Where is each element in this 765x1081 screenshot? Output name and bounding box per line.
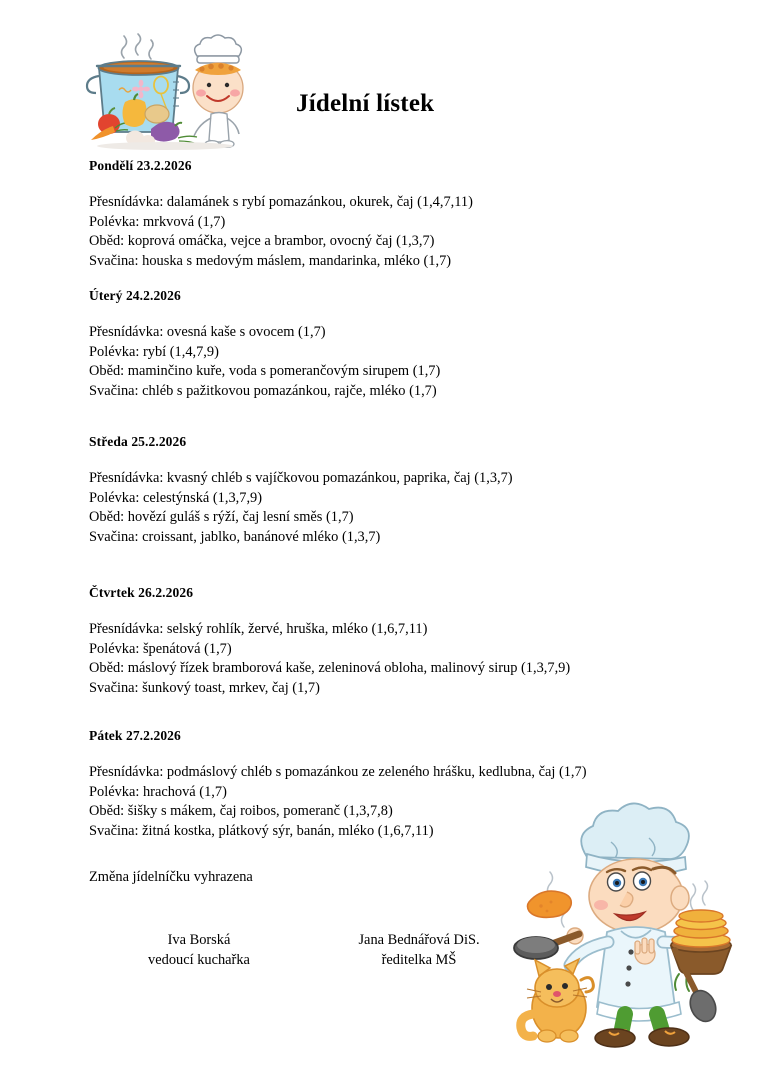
meal-line-soup: Polévka: celestýnská (1,3,7,9)	[89, 489, 263, 506]
meal-line-lunch: Oběd: maminčino kuře, voda s pomerančovým sirupem (1,7)	[89, 363, 441, 380]
signature-head-cook	[89, 930, 309, 970]
meal-line-lunch: Oběd: hovězí guláš s rýží, čaj lesní směs (1,7)	[89, 509, 354, 526]
meal-line-snack-afternoon: Svačina: žitná kostka, plátkový sýr, banán, mléko (1,6,7,11)	[89, 822, 434, 839]
meal-line-snack-afternoon: Svačina: šunkový toast, mrkev, čaj (1,7)	[89, 679, 320, 696]
signature-role: ředitelka MŠ	[381, 952, 457, 968]
meal-line-soup: Polévka: mrkvová (1,7)	[89, 213, 226, 230]
day-block-tuesday	[89, 288, 709, 401]
meal-line-snack-afternoon: Svačina: houska s medovým máslem, mandarinka, mléko (1,7)	[89, 252, 452, 269]
meal-line-snack-afternoon: Svačina: chléb s pažitkovou pomazánkou, rajče, mléko (1,7)	[89, 382, 437, 399]
meal-line-snack-morning: Přesnídávka: ovesná kaše s ovocem (1,7)	[89, 324, 326, 340]
meal-line-lunch: Oběd: máslový řízek bramborová kaše, zeleninová obloha, malinový sirup (1,3,7,9)	[89, 660, 571, 677]
meal-line-snack-morning: Přesnídávka: kvasný chléb s vajíčkovou pomazánkou, paprika, čaj (1,3,7)	[89, 470, 513, 486]
day-block-monday	[89, 158, 709, 271]
meal-line-soup: Polévka: rybí (1,4,7,9)	[89, 343, 219, 360]
menu-change-notice: Změna jídelníčku vyhrazena	[89, 869, 253, 885]
signature-headmistress	[309, 930, 529, 970]
meal-line-lunch: Oběd: šišky s mákem, čaj roibos, pomeranč (1,3,7,8)	[89, 803, 393, 820]
meal-line-snack-afternoon: Svačina: croissant, jablko, banánové mléko (1,3,7)	[89, 528, 381, 545]
day-heading: Čtvrtek 26.2.2026	[89, 585, 194, 600]
meal-line-snack-morning: Přesnídávka: dalamánek s rybí pomazánkou, okurek, čaj (1,4,7,11)	[89, 194, 473, 210]
cooking-pot-illustration	[75, 28, 255, 150]
meal-line-snack-morning: Přesnídávka: podmáslový chléb s pomazánkou ze zeleného hrášku, kedlubna, čaj (1,7)	[89, 764, 587, 780]
meal-line-snack-morning: Přesnídávka: selský rohlík, žervé, hruška, mléko (1,6,7,11)	[89, 621, 428, 637]
day-heading: Pátek 27.2.2026	[89, 728, 181, 743]
signature-block	[89, 930, 529, 970]
day-heading: Pondělí 23.2.2026	[89, 158, 192, 173]
day-heading: Středa 25.2.2026	[89, 434, 187, 449]
signature-name: Jana Bednářová DiS.	[358, 932, 480, 948]
signature-name: Iva Borská	[167, 932, 231, 948]
day-heading: Úterý 24.2.2026	[89, 288, 181, 303]
chef-illustration	[503, 802, 761, 1048]
signature-role: vedoucí kuchařka	[148, 952, 250, 968]
page-title: Jídelní lístek	[296, 90, 435, 117]
meal-line-soup: Polévka: hrachová (1,7)	[89, 783, 227, 800]
day-block-thursday	[89, 585, 709, 698]
document-header	[0, 0, 765, 150]
day-block-wednesday	[89, 434, 709, 547]
meal-line-lunch: Oběd: koprová omáčka, vejce a brambor, ovocný čaj (1,3,7)	[89, 233, 435, 250]
meal-line-soup: Polévka: špenátová (1,7)	[89, 640, 232, 657]
